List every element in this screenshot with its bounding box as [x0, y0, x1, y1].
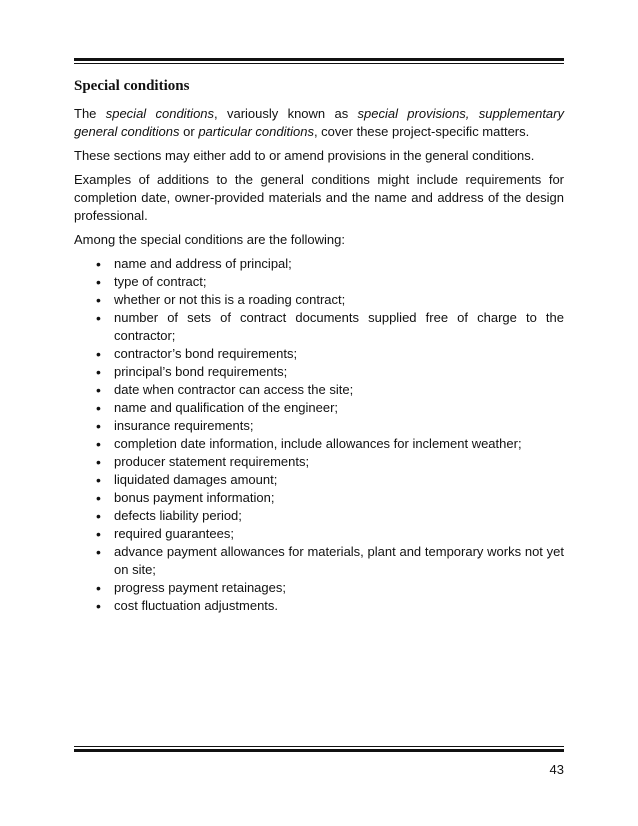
list-item: • progress payment retainages; — [96, 579, 564, 597]
intro-term-special-provisions: special provisions, supplementary general conditions — [74, 106, 564, 139]
intro-text-4: , cover these project-specific matters. — [313, 124, 530, 139]
list-item: • insurance requirements; — [96, 417, 564, 435]
list-item: • cost fluctuation adjustments. — [96, 597, 564, 615]
list-item: • principal’s bond requirements; — [96, 363, 564, 381]
list-item: • producer statement requirements; — [96, 453, 564, 471]
intro-term-special-conditions: special conditions — [105, 106, 215, 121]
list-item: • completion date information, include allowances for inclement weather; — [96, 435, 564, 453]
header-rule-thin — [74, 63, 564, 64]
footer-rule-thin — [74, 746, 564, 747]
list-item: • number of sets of contract documents supplied free of charge to the contractor; — [96, 309, 564, 345]
intro-text-1: The — [74, 106, 106, 121]
header-rule-thick — [74, 58, 564, 61]
paragraph-list-intro: Among the special conditions are the following: — [74, 232, 345, 247]
list-item: • defects liability period; — [96, 507, 564, 525]
intro-paragraph — [74, 105, 564, 141]
list-item: • liquidated damages amount; — [96, 471, 564, 489]
intro-term-particular-conditions: particular conditions — [198, 124, 314, 139]
section-heading: Special conditions — [74, 78, 190, 94]
paragraph-examples: Examples of additions to the general conditions might include requirements for completion date, owner-provided materials and the name and address of the design professional. — [74, 172, 564, 223]
list-item: • name and address of principal; — [96, 255, 564, 273]
footer-rule-thick — [74, 749, 564, 752]
special-conditions-list — [74, 255, 564, 615]
list-item: • name and qualification of the engineer; — [96, 399, 564, 417]
list-item: • type of contract; — [96, 273, 564, 291]
page-body — [74, 77, 564, 615]
intro-text-3: or — [179, 124, 199, 139]
intro-text-2: , variously known as — [214, 106, 358, 121]
list-item: • bonus payment information; — [96, 489, 564, 507]
list-item: • whether or not this is a roading contract; — [96, 291, 564, 309]
page-number: 43 — [549, 762, 564, 777]
list-item: • date when contractor can access the site; — [96, 381, 564, 399]
list-item: • advance payment allowances for materials, plant and temporary works not yet on site; — [96, 543, 564, 579]
list-item: • contractor’s bond requirements; — [96, 345, 564, 363]
paragraph-amend: These sections may either add to or amend provisions in the general conditions. — [74, 148, 535, 163]
list-item: • required guarantees; — [96, 525, 564, 543]
